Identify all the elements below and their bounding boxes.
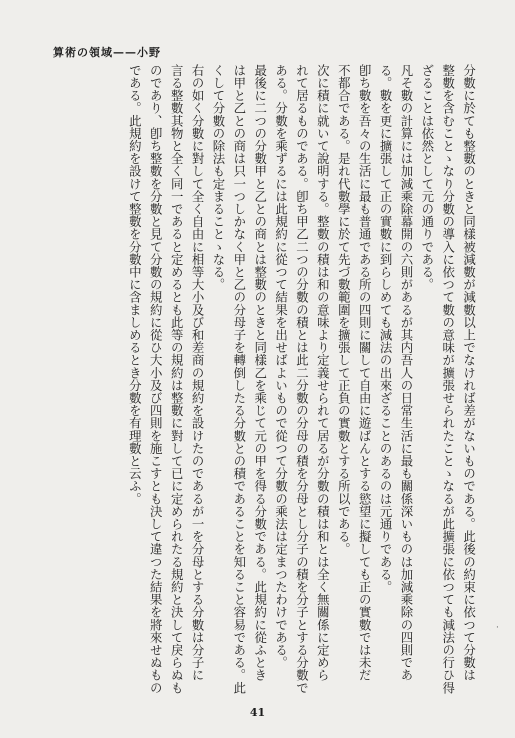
text-column: 言る整數其物と全く同一であると定めるとも此等の規約は整數に對して已に定められたる規約と決して戾らぬも	[169, 64, 185, 694]
text-column: 右の如く分數に對して全く自由に相等大小及び和差商の規約を設けたのであるが一を分母とする分數は分子に	[190, 64, 206, 682]
text-column: 分數に於ても整數のときと同樣被減數が減數以上でなければ差がないものである。此後の約束に依つて分數は	[461, 64, 477, 682]
text-column: れて居るものである。卽ち甲乙二つの分數の積とは此二分數の分母の積を分母とし分子の積を分子とする分數で	[294, 64, 310, 694]
text-column: である。此規約を設けて整數を分數中に含ましめるとき分數を有理數と云ふ。	[127, 64, 143, 505]
running-header: 算術の領域——小野	[53, 46, 161, 59]
scan-speck: ·	[496, 623, 499, 633]
text-column: のであり、卽ち整數を分數と見て分數の規約に從ひ大小及び四則を施こすとも決して違つた結果を將來せぬもの	[148, 64, 164, 694]
text-column: 凡そ數の計算には加減乘除幕開の六則があるが其内吾人の日常生活に最も關係深いものは加減乘除の四則であ	[398, 64, 414, 682]
vertical-text-body	[40, 64, 480, 709]
text-column: ざることは依然として元の通りである。	[419, 64, 435, 291]
text-column: ある。分數を乘ずるには此規約に從つて結果を出せばよいもので從つて分數の乘法は定まつたわけである。	[273, 64, 289, 669]
text-column: くして分數の除法も定まることゝなる。	[210, 64, 226, 291]
text-column: 最後に二つの分數甲と乙との商とは整數のときと同樣乙を乘じて元の甲を得る分數である。此規約に從ふとき	[252, 64, 268, 682]
text-column: 不都合である。是れ代數學に於て先づ數範圍を擴張して正負の實數とする所以である。	[336, 64, 352, 556]
text-column: 卽ち數を吾々の生活に最も普通である所の四則に關して自由に遊ばんとする慾望に擬しても正の實數では未だ	[357, 64, 373, 682]
text-column: る。數を更に擴張して正の實數に到らしめても減法の出來ざることのあるのは元通りである。	[378, 64, 394, 594]
text-column: 次に積に就いて說明する。整數の積は和の意味より定義せられて居るが分數の積は和とは全く無關係に定めら	[315, 64, 331, 682]
text-column: は甲と乙との商は只一つしかなく甲と乙の分母子を轉倒したる分數との積であることを知ること容易である。此	[231, 64, 247, 694]
page-number: 41	[249, 706, 266, 719]
text-column: 整數を含むことゝなり分數の導入に依つて數の意味が擴張せられたことゝなるが此擴張に依つても減法の行ひ得	[440, 64, 456, 694]
